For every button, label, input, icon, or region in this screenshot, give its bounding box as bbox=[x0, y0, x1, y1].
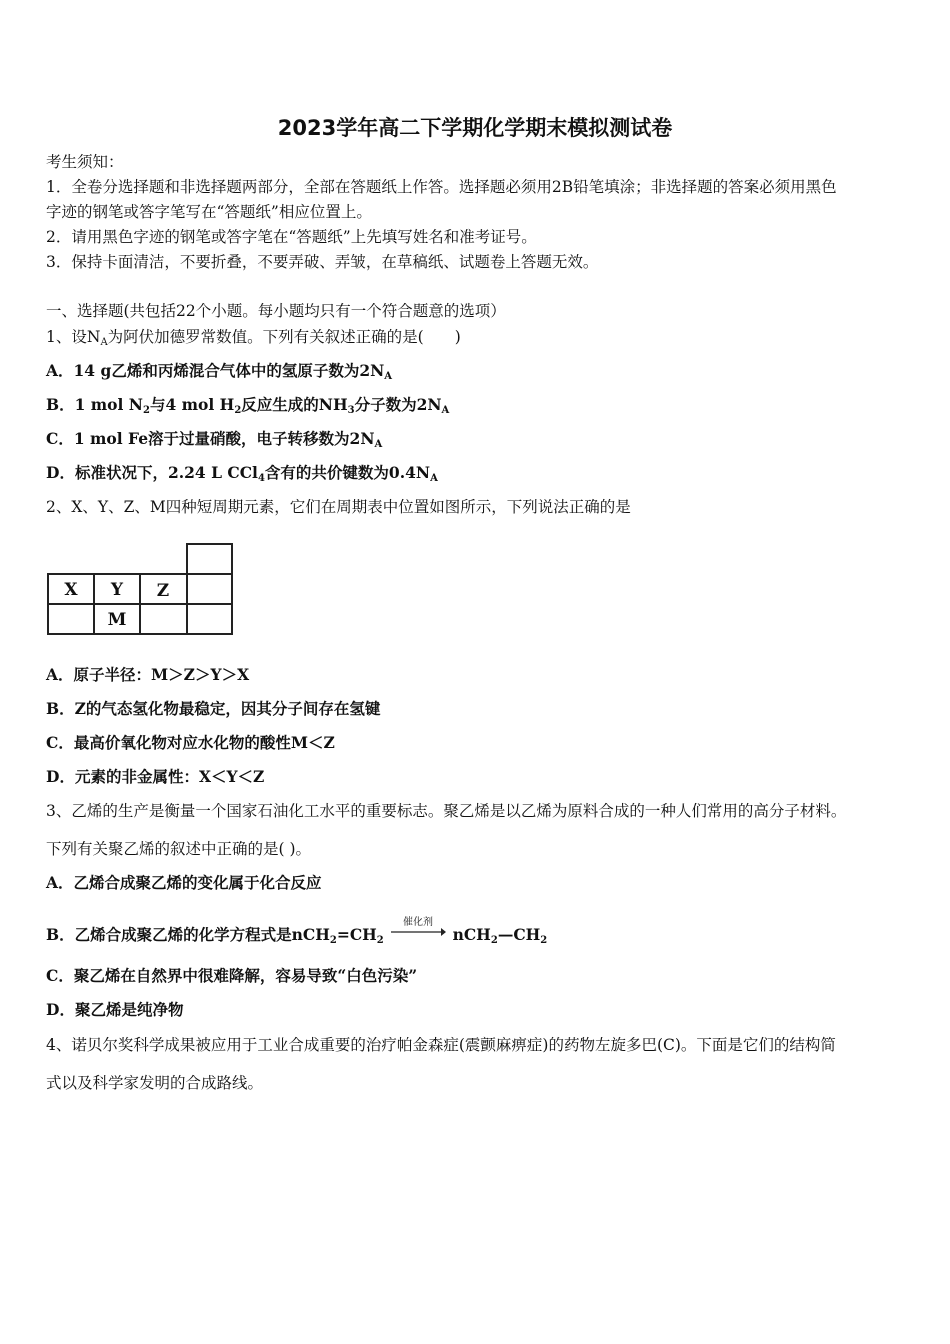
q1-option-c: C．1 mol Fe溶于过量硝酸，电子转移数为$2N_A$ bbox=[46, 429, 383, 450]
q4-stem-line2: 式以及科学家发明的合成路线。 bbox=[46, 1074, 264, 1092]
q1-stem: 1、设$N_A$为阿伏加德罗常数值。下列有关叙述正确的是( ) bbox=[46, 328, 461, 348]
page-title: 2023学年高二下学期化学期末模拟测试卷 bbox=[277, 116, 673, 140]
catalyst-label: 催化剂 bbox=[403, 917, 434, 928]
arrow-head bbox=[441, 928, 446, 936]
element-y: Y bbox=[110, 580, 124, 600]
q3-option-c: C．聚乙烯在自然界中很难降解，容易导致“白色污染” bbox=[46, 966, 418, 985]
notice-item-3: 3．保持卡面清洁，不要折叠，不要弄破、弄皱，在草稿纸、试题卷上答题无效。 bbox=[46, 253, 599, 271]
q2-option-b: B．Z的气态氢化物最稳定，因其分子间存在氢键 bbox=[46, 699, 381, 718]
q1-option-b: B．1 mol $N_2$与4 mol $H_2$反应生成的$NH_3$分子数为$2N_A$ bbox=[46, 395, 450, 416]
q3-stem-line1: 3、乙烯的生产是衡量一个国家石油化工水平的重要标志。聚乙烯是以乙烯为原料合成的一种人们常用的高分子材料。 bbox=[46, 802, 847, 820]
q1-option-d: D．标准状况下，2.24 L CCl$_4$含有的共价键数为$0.4N_A$ bbox=[46, 463, 438, 484]
notice-item-2: 2．请用黑色字迹的钢笔或答字笔在“答题纸”上先填写姓名和准考证号。 bbox=[46, 228, 537, 246]
q4-stem-line1: 4、诺贝尔奖科学成果被应用于工业合成重要的治疗帕金森症(震颤麻痹症)的药物左旋多巴(C)。下面是它们的结构简 bbox=[46, 1036, 836, 1054]
section-heading: 一、选择题(共包括22个小题。每小题均只有一个符合题意的选项） bbox=[46, 302, 506, 320]
q3-stem-line2: 下列有关聚乙烯的叙述中正确的是( )。 bbox=[46, 840, 312, 858]
q3-option-b: B．乙烯合成聚乙烯的化学方程式是$nCH_2=CH_2$ 催化剂 $nCH_2—CH_2$ bbox=[46, 917, 548, 946]
q3-option-d: D．聚乙烯是纯净物 bbox=[46, 1000, 184, 1019]
table-cell-blank-4 bbox=[187, 604, 232, 634]
table-cell-blank-2 bbox=[48, 604, 94, 634]
element-z: Z bbox=[156, 581, 170, 601]
q2-option-d: D．元素的非金属性：X＜Y＜Z bbox=[46, 767, 265, 786]
notice-heading: 考生须知： bbox=[46, 153, 124, 171]
table-cell-blank-3 bbox=[140, 604, 187, 634]
reaction-arrow bbox=[389, 916, 447, 946]
q2-option-a: A．原子半径：M＞Z＞Y＞X bbox=[46, 665, 250, 684]
q2-stem: 2、X、Y、Z、M四种短周期元素，它们在周期表中位置如图所示，下列说法正确的是 bbox=[46, 498, 631, 516]
periodic-table-figure bbox=[46, 540, 238, 640]
notice-item-1-cont: 字迹的钢笔或答字笔写在“答题纸”相应位置上。 bbox=[46, 203, 372, 221]
q3-option-a: A．乙烯合成聚乙烯的变化属于化合反应 bbox=[46, 873, 322, 892]
table-cell-blank-1 bbox=[187, 574, 232, 604]
q1-option-a: A．14 g乙烯和丙烯混合气体中的氢原子数为$2N_A$ bbox=[46, 361, 393, 382]
element-x: X bbox=[64, 580, 78, 600]
q2-option-c: C．最高价氧化物对应水化物的酸性M＜Z bbox=[46, 733, 335, 752]
notice-item-1: 1．全卷分选择题和非选择题两部分，全部在答题纸上作答。选择题必须用2B铅笔填涂；非选择题的答案必须用黑色 bbox=[46, 178, 837, 196]
element-m: M bbox=[107, 610, 127, 630]
table-cell-top-right bbox=[187, 544, 232, 574]
